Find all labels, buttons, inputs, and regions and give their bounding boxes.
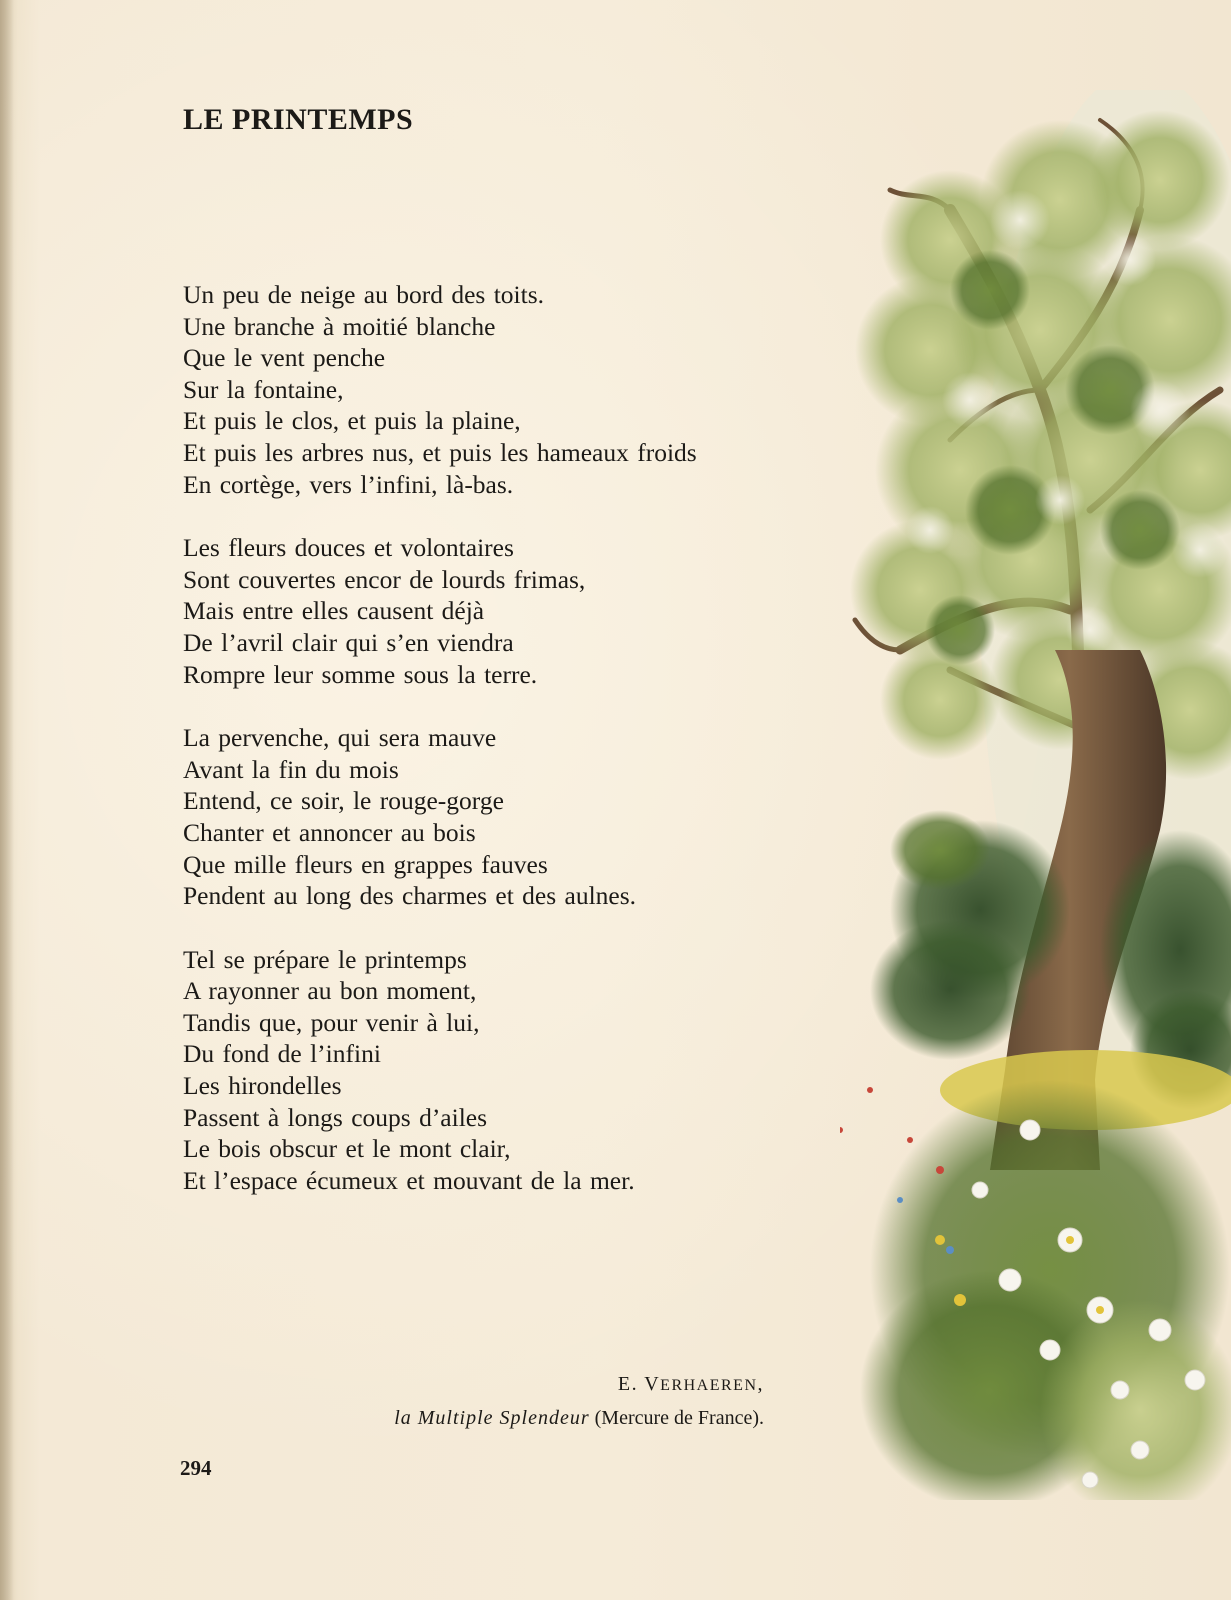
poem-line: Et puis les arbres nus, et puis les hameaux froids	[183, 437, 697, 467]
source-work	[394, 1402, 764, 1434]
poem-line: Du fond de l’infini	[183, 1039, 381, 1069]
poem-line: Entend, ce soir, le rouge-gorge	[183, 786, 504, 816]
poem-line: Que le vent penche	[183, 343, 386, 373]
poem-line: Et l’espace écumeux et mouvant de la mer.	[183, 1165, 635, 1195]
poem-line: Pendent au long des charmes et des aulnes.	[183, 881, 637, 911]
poem-line: Le bois obscur et le mont clair,	[183, 1134, 511, 1164]
publisher: (Mercure de France).	[594, 1407, 764, 1429]
poem-line: Rompre leur somme sous la terre.	[183, 659, 538, 689]
poem-line: Tel se prépare le printemps	[183, 944, 467, 974]
poem-title: LE PRINTEMPS	[183, 103, 414, 136]
poem-line: Un peu de neige au bord des toits.	[183, 280, 545, 309]
poem-line: Sur la fontaine,	[183, 374, 344, 404]
poem-line: Avant la fin du mois	[183, 754, 399, 784]
poem-line: La pervenche, qui sera mauve	[183, 723, 497, 753]
poem-line: Les hirondelles	[183, 1071, 342, 1101]
poem-line: Sont couvertes encor de lourds frimas,	[183, 564, 586, 594]
poem-line: A rayonner au bon moment,	[183, 976, 477, 1006]
work-title: la Multiple Splendeur	[394, 1407, 590, 1429]
poem-line: Les fleurs douces et volontaires	[183, 533, 514, 563]
poem-line: Chanter et annoncer au bois	[183, 817, 476, 847]
author-name: E. VERHAEREN,	[617, 1373, 764, 1395]
page-gutter-shadow	[0, 0, 14, 1600]
poem-line: En cortège, vers l’infini, là-bas.	[183, 469, 514, 499]
page-number: 294	[180, 1456, 212, 1480]
stanza	[183, 944, 697, 1197]
stanza	[183, 532, 697, 690]
poem-line: Une branche à moitié blanche	[183, 311, 496, 341]
stanza	[183, 279, 697, 500]
poem-body	[183, 279, 697, 1228]
wildflowers	[840, 1080, 1231, 1500]
poem-line: Et puis le clos, et puis la plaine,	[183, 406, 521, 436]
poem-line: Passent à longs coups d’ailes	[183, 1102, 488, 1132]
tree-illustration	[840, 90, 1231, 1500]
stanza	[183, 722, 697, 912]
poem-line: Mais entre elles causent déjà	[183, 596, 485, 626]
poem-line: Que mille fleurs en grappes fauves	[183, 849, 548, 879]
attribution	[394, 1368, 764, 1434]
poem-line: De l’avril clair qui s’en viendra	[183, 627, 514, 657]
poem-line: Tandis que, pour venir à lui,	[183, 1007, 480, 1037]
